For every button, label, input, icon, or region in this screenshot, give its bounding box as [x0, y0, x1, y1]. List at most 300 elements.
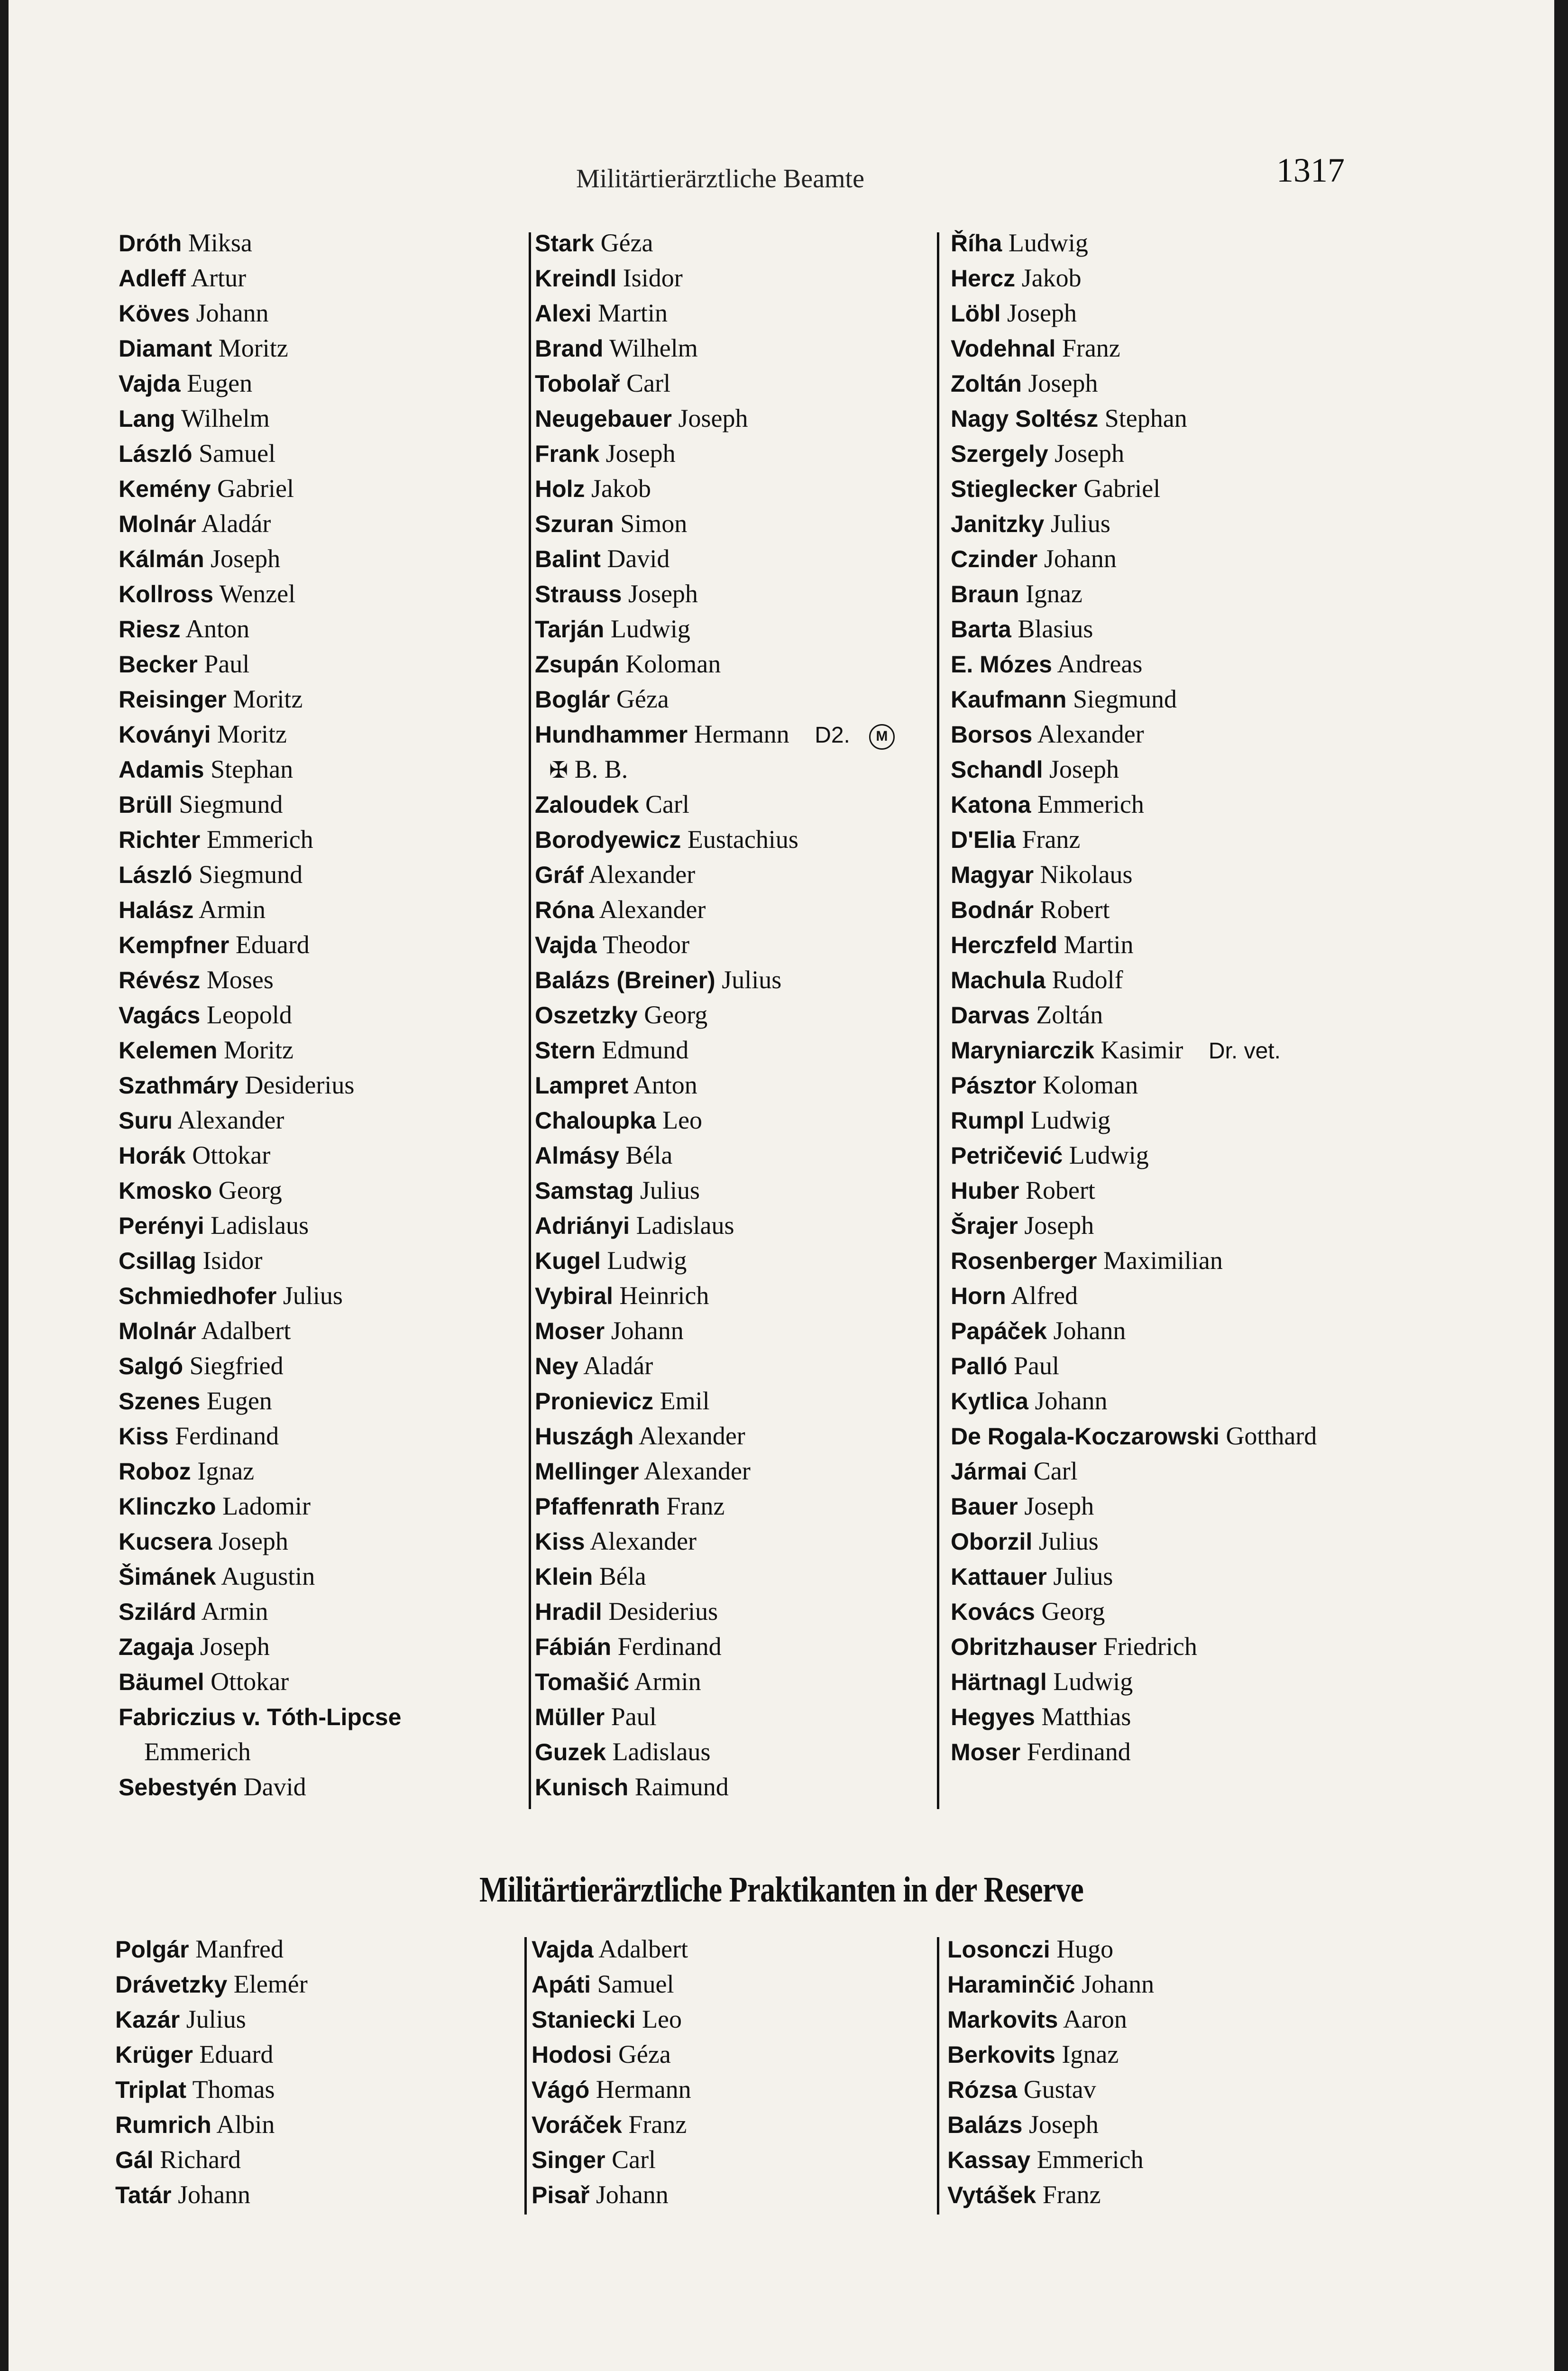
given-name: Emmerich [206, 825, 313, 854]
surname: Barta [951, 616, 1011, 643]
name-entry [119, 471, 526, 506]
name-entry [535, 1348, 952, 1383]
given-name: Raimund [634, 1773, 729, 1801]
given-name: Matthias [1041, 1702, 1131, 1731]
given-name: Ignaz [1062, 2040, 1119, 2068]
name-entry [535, 1699, 952, 1734]
given-name: Géza [618, 2040, 671, 2068]
surname: Vágó [532, 2077, 590, 2103]
given-name: Joseph [678, 404, 748, 432]
surname: Guzek [535, 1739, 606, 1765]
given-name: Gustav [1023, 2075, 1096, 2104]
given-name: Hermann [596, 2075, 691, 2104]
given-name: Emmerich [1036, 2145, 1144, 2174]
surname: Samstag [535, 1177, 634, 1204]
name-entry [535, 260, 952, 295]
name-entry [535, 576, 952, 611]
given-name: David [607, 544, 670, 573]
circled-m-badge: M [869, 724, 895, 750]
surname: Borodyewicz [535, 827, 681, 853]
given-name: Ferdinand [175, 1422, 279, 1450]
name-entry [951, 892, 1425, 927]
given-name: Ottokar [211, 1667, 289, 1696]
name-entry [119, 927, 526, 962]
column-divider [524, 1937, 527, 2215]
given-name: Ludwig [1069, 1141, 1149, 1169]
given-name: Paul [611, 1702, 657, 1731]
given-name: Adalbert [598, 1935, 688, 1963]
name-entry [951, 997, 1425, 1032]
given-name: Moritz [218, 334, 288, 362]
surname: Tatár [115, 2182, 172, 2208]
surname: Adleff [119, 265, 186, 292]
given-name: Géza [616, 685, 669, 713]
name-entry [119, 1769, 526, 1804]
surname: Brüll [119, 791, 173, 818]
given-name: Emmerich [1037, 790, 1144, 818]
given-name: Georg [218, 1176, 282, 1204]
name-entry [119, 646, 526, 681]
given-name: Alexander [590, 1527, 697, 1555]
given-name: Joseph [1024, 1211, 1094, 1240]
given-name: Joseph [1007, 299, 1077, 327]
surname: Rumrich [115, 2112, 211, 2138]
name-entry [535, 1067, 952, 1103]
surname: Pfaffenrath [535, 1493, 660, 1520]
surname: Härtnagl [951, 1669, 1047, 1695]
surname: Kassay [947, 2147, 1031, 2173]
name-entry [115, 1967, 523, 2002]
given-name: Franz [666, 1492, 725, 1520]
name-entry [535, 717, 952, 752]
name-entry [119, 401, 526, 436]
given-name: Julius [1050, 509, 1110, 538]
given-name: Julius [1038, 1527, 1099, 1555]
surname: Szathmáry [119, 1072, 238, 1099]
name-entry [119, 1173, 526, 1208]
given-name: Franz [1062, 334, 1120, 362]
name-entry [951, 506, 1425, 541]
name-entry [119, 1208, 526, 1243]
surname: Fabriczius v. Tóth-Lipcse [119, 1704, 402, 1730]
given-name: Artur [191, 264, 247, 292]
surname: Neugebauer [535, 405, 672, 432]
name-entry [951, 1313, 1425, 1348]
given-name: Adalbert [201, 1316, 291, 1345]
name-entry [115, 2107, 523, 2142]
given-name: Anton [185, 615, 250, 643]
praktikanten-column-1 [115, 1931, 523, 2212]
given-name: Moritz [233, 685, 303, 713]
surname: Voráček [532, 2112, 622, 2138]
given-name: Samuel [597, 1970, 674, 1998]
surname: Frank [535, 441, 600, 467]
surname: Tarján [535, 616, 605, 643]
given-name: Carl [645, 790, 689, 818]
given-name: Siegmund [199, 860, 303, 889]
beamte-column-3 [951, 225, 1425, 1769]
surname: Hodosi [532, 2041, 612, 2068]
surname: Müller [535, 1704, 605, 1730]
surname: Kempfner [119, 932, 229, 958]
surname: Šimánek [119, 1563, 216, 1590]
given-name: Armin [198, 895, 266, 924]
given-name: Joseph [605, 439, 676, 468]
given-name: Andreas [1057, 650, 1143, 678]
surname: Kmosko [119, 1177, 212, 1204]
surname: Hundhammer [535, 721, 688, 748]
name-entry [951, 1594, 1425, 1629]
given-name: Ladislaus [612, 1737, 711, 1766]
surname: Kucsera [119, 1528, 212, 1555]
surname: De Rogala-Koczarowski [951, 1423, 1220, 1450]
beamte-column-1 [119, 225, 526, 1804]
given-name: Gabriel [1083, 474, 1161, 503]
praktikanten-column-3 [947, 1931, 1355, 2212]
surname: Nagy Soltész [951, 405, 1099, 432]
given-name: Desiderius [245, 1071, 355, 1099]
surname: Papáček [951, 1318, 1047, 1344]
name-entry [535, 471, 952, 506]
name-entry [535, 997, 952, 1032]
surname: Kattauer [951, 1563, 1047, 1590]
name-entry [535, 366, 952, 401]
given-name: Georg [644, 1001, 708, 1029]
surname: Alexi [535, 300, 592, 327]
surname: Rózsa [947, 2077, 1018, 2103]
name-entry [535, 1243, 952, 1278]
name-entry [535, 681, 952, 717]
surname: Balázs [947, 2112, 1023, 2138]
surname: Hegyes [951, 1704, 1035, 1730]
surname: Rosenberger [951, 1248, 1097, 1274]
surname: Herczfeld [951, 932, 1058, 958]
surname: Moser [951, 1739, 1021, 1765]
given-name: Ludwig [607, 1246, 687, 1275]
name-entry [535, 822, 952, 857]
surname: Oszetzky [535, 1002, 638, 1029]
surname: Klinczko [119, 1493, 216, 1520]
given-name: Miksa [188, 229, 252, 257]
surname: Molnár [119, 1318, 196, 1344]
surname: Fábián [535, 1634, 612, 1660]
name-entry [535, 1629, 952, 1664]
surname: Stern [535, 1037, 596, 1064]
given-name: Carl [1033, 1457, 1078, 1485]
surname: Rumpl [951, 1107, 1025, 1134]
surname: Bodnár [951, 897, 1034, 923]
given-name: Koloman [625, 650, 721, 678]
surname: Vajda [535, 932, 597, 958]
surname: Szilárd [119, 1599, 196, 1625]
given-name: Samuel [199, 439, 276, 468]
name-entry [119, 1734, 526, 1769]
name-entry [535, 1278, 952, 1313]
surname: Sebestyén [119, 1774, 238, 1801]
name-entry [119, 1313, 526, 1348]
given-name: Robert [1040, 895, 1110, 924]
name-entry [947, 2002, 1355, 2037]
given-name: Franz [1022, 825, 1081, 854]
surname: Ney [535, 1353, 578, 1379]
surname: E. Mózes [951, 651, 1052, 678]
name-entry [115, 1931, 523, 1967]
surname: Kovács [951, 1599, 1035, 1625]
surname: Bäumel [119, 1669, 204, 1695]
section-heading: Militärtierärztliche Praktikanten in der Reserve [479, 1870, 1083, 1910]
surname: Richter [119, 827, 201, 853]
name-entry [119, 681, 526, 717]
surname: Hradil [535, 1599, 602, 1625]
given-name: Blasius [1018, 615, 1093, 643]
surname: Kollross [119, 581, 214, 607]
given-name: Stephan [1104, 404, 1187, 432]
given-name: Jakob [1021, 264, 1082, 292]
surname: Becker [119, 651, 198, 678]
surname: Holz [535, 476, 585, 502]
given-name: Ignaz [1025, 579, 1082, 608]
name-entry [119, 1629, 526, 1664]
surname: Vajda [532, 1936, 594, 1963]
name-entry [951, 1734, 1425, 1769]
name-entry [951, 1243, 1425, 1278]
surname: Chaloupka [535, 1107, 656, 1134]
given-name: Wenzel [219, 579, 296, 608]
page-header-title: Militärtierärztliche Beamte [576, 164, 864, 193]
surname: Moser [535, 1318, 605, 1344]
surname: Stieglecker [951, 476, 1077, 502]
name-entry [535, 1138, 952, 1173]
name-entry [119, 541, 526, 576]
name-entry [119, 1278, 526, 1313]
given-name: Gabriel [217, 474, 294, 503]
given-name: Julius [1053, 1562, 1113, 1590]
given-name: Carl [612, 2145, 656, 2174]
column-divider [529, 232, 531, 1809]
surname: Csillag [119, 1248, 196, 1274]
name-entry [115, 2177, 523, 2212]
name-entry [951, 436, 1425, 471]
surname: Vagács [119, 1002, 201, 1029]
entry-note: D2. [815, 723, 850, 748]
name-entry [535, 331, 952, 366]
given-name: Jakob [591, 474, 651, 503]
name-entry [119, 436, 526, 471]
given-name: Georg [1041, 1597, 1105, 1626]
name-entry [535, 1734, 952, 1769]
surname: Kiss [119, 1423, 169, 1450]
surname: Pronievicz [535, 1388, 654, 1415]
name-entry [535, 962, 952, 997]
surname: Darvas [951, 1002, 1030, 1029]
name-entry [535, 1313, 952, 1348]
surname: D'Elia [951, 827, 1016, 853]
given-name: Ladislaus [211, 1211, 309, 1240]
surname: Oborzil [951, 1528, 1033, 1555]
given-name: Desiderius [608, 1597, 718, 1626]
name-entry [951, 366, 1425, 401]
name-entry [532, 1931, 939, 1967]
given-name: Béla [599, 1562, 646, 1590]
name-entry [951, 1418, 1425, 1453]
name-entry [951, 295, 1425, 331]
name-entry [951, 260, 1425, 295]
surname: Kreindl [535, 265, 617, 292]
surname: Szergely [951, 441, 1048, 467]
surname: Kazár [115, 2006, 180, 2033]
given-name: Franz [628, 2110, 687, 2139]
name-entry [535, 506, 952, 541]
surname: Mellinger [535, 1458, 639, 1485]
name-entry [119, 1559, 526, 1594]
surname: Zoltán [951, 370, 1022, 397]
given-name: David [243, 1773, 306, 1801]
name-entry [951, 1559, 1425, 1594]
surname: Kunisch [535, 1774, 629, 1801]
surname: Molnár [119, 511, 196, 537]
given-name: Gotthard [1226, 1422, 1317, 1450]
name-entry [951, 646, 1425, 681]
given-name: Joseph [1055, 439, 1125, 468]
praktikanten-column-2 [532, 1931, 939, 2212]
surname: Losonczi [947, 1936, 1050, 1963]
column-divider [937, 232, 939, 1809]
name-entry [115, 2072, 523, 2107]
name-entry [535, 1559, 952, 1594]
given-name: Johann [596, 2180, 669, 2209]
name-entry [535, 1418, 952, 1453]
surname: Adamis [119, 756, 204, 783]
surname: Petričević [951, 1142, 1063, 1169]
given-name: Ignaz [197, 1457, 255, 1485]
surname: Almásy [535, 1142, 619, 1169]
surname: Zsupán [535, 651, 619, 678]
name-entry [947, 2072, 1355, 2107]
document-page [9, 0, 1554, 2371]
given-name: Johann [611, 1316, 684, 1345]
given-name: Ottokar [192, 1141, 271, 1169]
name-entry [951, 331, 1425, 366]
given-name: Moses [206, 965, 274, 994]
name-entry [951, 1348, 1425, 1383]
name-entry [535, 295, 952, 331]
given-name: Stephan [211, 755, 293, 783]
name-entry [535, 1383, 952, 1418]
given-name: Géza [600, 229, 653, 257]
surname: Staniecki [532, 2006, 636, 2033]
surname: Berkovits [947, 2041, 1055, 2068]
surname: Brand [535, 335, 604, 362]
name-entry [119, 331, 526, 366]
surname: Vybiral [535, 1283, 613, 1309]
name-entry [119, 717, 526, 752]
cross-icon: ✠ [549, 758, 569, 783]
given-name: Theodor [603, 930, 690, 959]
given-name: Paul [204, 650, 250, 678]
surname: Polgár [115, 1936, 189, 1963]
surname: Magyar [951, 862, 1034, 888]
name-entry [951, 752, 1425, 787]
name-entry [951, 1453, 1425, 1489]
column-divider [937, 1937, 939, 2215]
given-name: Eduard [199, 2040, 274, 2068]
surname: Tobolař [535, 370, 620, 397]
surname: Salgó [119, 1353, 183, 1379]
name-entry [119, 506, 526, 541]
name-entry [947, 2037, 1355, 2072]
given-name: Wilhelm [181, 404, 270, 432]
name-entry [115, 2142, 523, 2177]
surname: Perényi [119, 1213, 204, 1239]
surname: Braun [951, 581, 1019, 607]
given-name: Manfred [195, 1935, 284, 1963]
surname: Kugel [535, 1248, 601, 1274]
given-name: Kasimir [1100, 1036, 1183, 1064]
surname: Strauss [535, 581, 622, 607]
surname: Riesz [119, 616, 181, 643]
name-entry [951, 1383, 1425, 1418]
surname: Schmiedhofer [119, 1283, 277, 1309]
name-entry [951, 1103, 1425, 1138]
given-name: Isidor [623, 264, 683, 292]
name-entry [535, 927, 952, 962]
name-entry [119, 366, 526, 401]
given-name: Joseph [200, 1632, 270, 1661]
surname: Stark [535, 230, 595, 257]
given-name: Emmerich [144, 1737, 251, 1766]
given-name: Eduard [235, 930, 310, 959]
surname: Kiss [535, 1528, 585, 1555]
given-name: Johann [1053, 1316, 1126, 1345]
name-entry [535, 1524, 952, 1559]
page-number: 1317 [1276, 151, 1345, 189]
given-name: B. B. [574, 755, 628, 783]
name-entry [951, 1067, 1425, 1103]
name-entry [119, 295, 526, 331]
name-entry [119, 752, 526, 787]
given-name: Leopold [206, 1001, 292, 1029]
name-entry [951, 611, 1425, 646]
surname: Löbl [951, 300, 1001, 327]
name-entry [119, 1418, 526, 1453]
surname: Kelemen [119, 1037, 218, 1064]
surname: Klein [535, 1563, 593, 1590]
given-name: Julius [722, 965, 782, 994]
name-entry [532, 2072, 939, 2107]
surname: Schandl [951, 756, 1043, 783]
surname: Szuran [535, 511, 614, 537]
name-entry [535, 752, 952, 787]
given-name: Rudolf [1052, 965, 1123, 994]
name-entry [535, 1103, 952, 1138]
given-name: Moritz [217, 720, 287, 748]
surname: Kytlica [951, 1388, 1028, 1415]
surname: Hercz [951, 265, 1016, 292]
given-name: Alfred [1011, 1281, 1078, 1310]
given-name: Friedrich [1103, 1632, 1197, 1661]
name-entry [535, 541, 952, 576]
given-name: Béla [625, 1141, 673, 1169]
given-name: Elemér [233, 1970, 308, 1998]
surname: Roboz [119, 1458, 191, 1485]
name-entry [535, 611, 952, 646]
surname: Gráf [535, 862, 584, 888]
name-entry [119, 1453, 526, 1489]
given-name: Koloman [1043, 1071, 1138, 1099]
surname: Jármai [951, 1458, 1027, 1485]
surname: Lampret [535, 1072, 629, 1099]
given-name: Armin [634, 1667, 701, 1696]
